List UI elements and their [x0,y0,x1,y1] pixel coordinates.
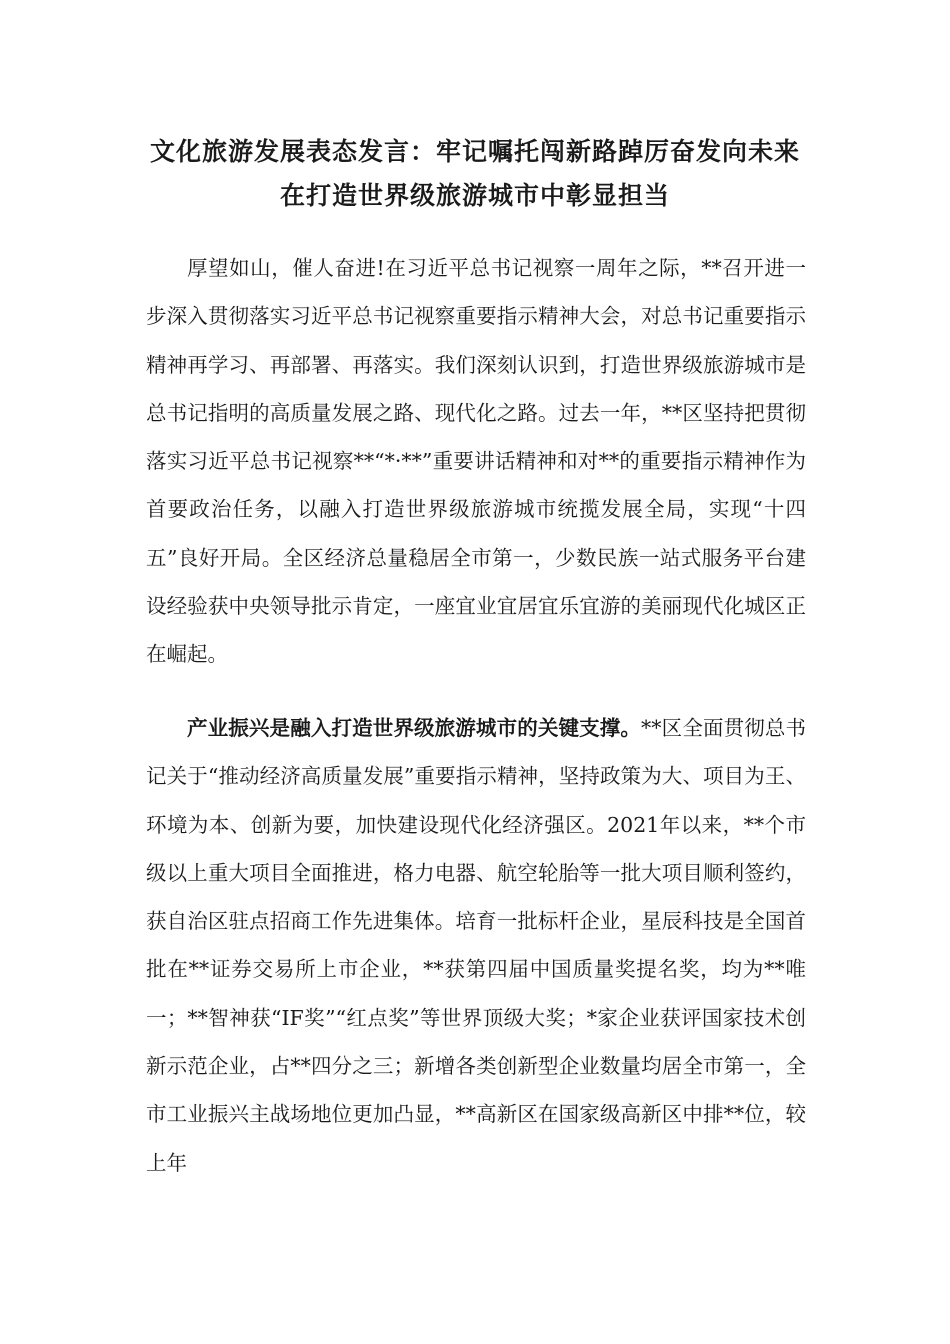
title-line-2: 在打造世界级旅游城市中彰显担当 [279,181,670,210]
title-line-1: 文化旅游发展表态发言：牢记嘱托闯新路踔厉奋发向未来 [149,137,800,166]
paragraph-2-lead: 产业振兴是融入打造世界级旅游城市的关键支撑。 [187,716,642,740]
document-title [100,130,850,218]
paragraph-2-body: **区全面贯彻总书记关于“推动经济高质量发展”重要指示精神，坚持政策为大、项目为王、环境为本、创新为要，加快建设现代化经济强区。2021年以来，**个市级以上重大项目全面推进，格力电器、航空轮胎等一批大项目顺利签约，获自治区驻点招商工作先进集体。培育一批标杆企业，星辰科技是全国首批在**证券交易所上市企业，**获第四届中国质量奖提名奖，均为**唯一；**智神获“IF奖”“红点奖”等世界顶级大奖；*家企业获评国家技术创新示范企业，占**四分之三；新增各类创新型企业数量均居全市第一，全市工业振兴主战场地位更加凸显，**高新区在国家级高新区中排**位，较上年 [146,716,807,1175]
paragraph-2 [146,704,806,1187]
paragraph-1: 厚望如山，催人奋进!在习近平总书记视察一周年之际，**召开进一步深入贯彻落实习近平总书记视察重要指示精神大会，对总书记重要指示精神再学习、再部署、再落实。我们深刻认识到，打造世界级旅游城市是总书记指明的高质量发展之路、现代化之路。过去一年，**区坚持把贯彻落实习近平总书记视察**“*·**”重要讲话精神和对**的重要指示精神作为首要政治任务，以融入打造世界级旅游城市统揽发展全局，实现“十四五”良好开局。全区经济总量稳居全市第一，少数民族一站式服务平台建设经验获中央领导批示肯定，一座宜业宜居宜乐宜游的美丽现代化城区正在崛起。 [146,256,806,667]
